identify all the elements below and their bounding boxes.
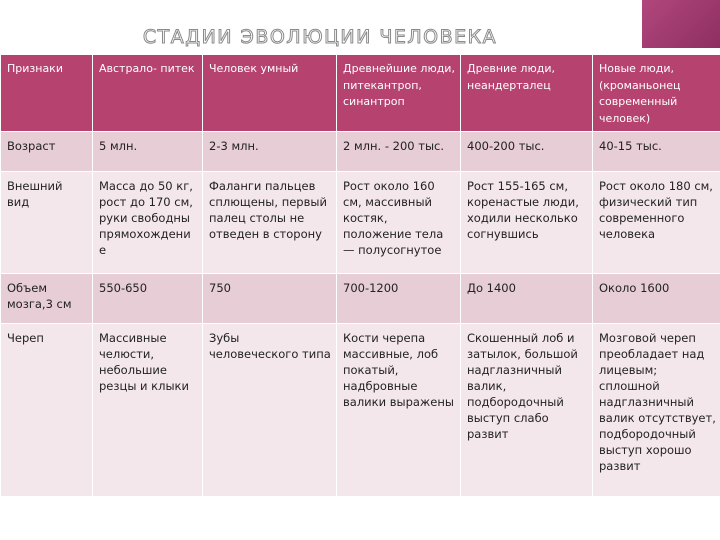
row-label: Внешний вид <box>1 172 93 274</box>
header-cell: Признаки <box>1 55 93 132</box>
row-label: Возраст <box>1 132 93 172</box>
table-cell: 750 <box>203 274 337 324</box>
table-cell: 5 млн. <box>93 132 203 172</box>
header-row <box>1 55 720 132</box>
table-cell: Зубы человеческого типа <box>203 324 337 497</box>
table-cell: 40-15 тыс. <box>593 132 720 172</box>
table-cell: 2-3 млн. <box>203 132 337 172</box>
table-cell: Массивные челюсти, небольшие резцы и клыки <box>93 324 203 497</box>
table-cell: Рост 155-165 см, коренастые люди, ходили несколько согнувшись <box>461 172 593 274</box>
header-cell: Древнейшие люди, питекантроп, синантроп <box>337 55 461 132</box>
table-cell: 550-650 <box>93 274 203 324</box>
table-cell: До 1400 <box>461 274 593 324</box>
page-title: СТАДИИ ЭВОЛЮЦИИ ЧЕЛОВЕКА <box>142 26 498 48</box>
evolution-table <box>0 54 720 497</box>
header-cell: Австрало- питек <box>93 55 203 132</box>
header-cell: Древние люди, неандерталец <box>461 55 593 132</box>
table-row <box>1 324 720 497</box>
table-row <box>1 172 720 274</box>
row-label: Объем мозга,3 см <box>1 274 93 324</box>
table-cell: 400-200 тыс. <box>461 132 593 172</box>
header-cell: Человек умный <box>203 55 337 132</box>
table-cell: 2 млн. - 200 тыс. <box>337 132 461 172</box>
table-cell: Скошенный лоб и затылок, большой надглазничный валик, подбородочный выступ слабо развит <box>461 324 593 497</box>
table-cell: Кости черепа массивные, лоб покатый, надбровные валики выражены <box>337 324 461 497</box>
table-cell: Рост около 180 см, физический тип современного человека <box>593 172 720 274</box>
corner-decoration <box>642 0 720 48</box>
table-cell: Рост около 160 см, массивный костяк, положение тела — полусогнутое <box>337 172 461 274</box>
table-cell: Масса до 50 кг, рост до 170 см, руки свободны прямохождени е <box>93 172 203 274</box>
table-cell: Фаланги пальцев сплющены, первый палец столы не отведен в сторону <box>203 172 337 274</box>
table-row <box>1 132 720 172</box>
table-cell: Мозговой череп преобладает над лицевым; сплошной надглазничный валик отсутствует, подбородочный выступ хорошо развит <box>593 324 720 497</box>
row-label: Череп <box>1 324 93 497</box>
table-row <box>1 274 720 324</box>
header-cell: Новые люди, (кроманьонец современный человек) <box>593 55 720 132</box>
table-cell: 700-1200 <box>337 274 461 324</box>
table-cell: Около 1600 <box>593 274 720 324</box>
